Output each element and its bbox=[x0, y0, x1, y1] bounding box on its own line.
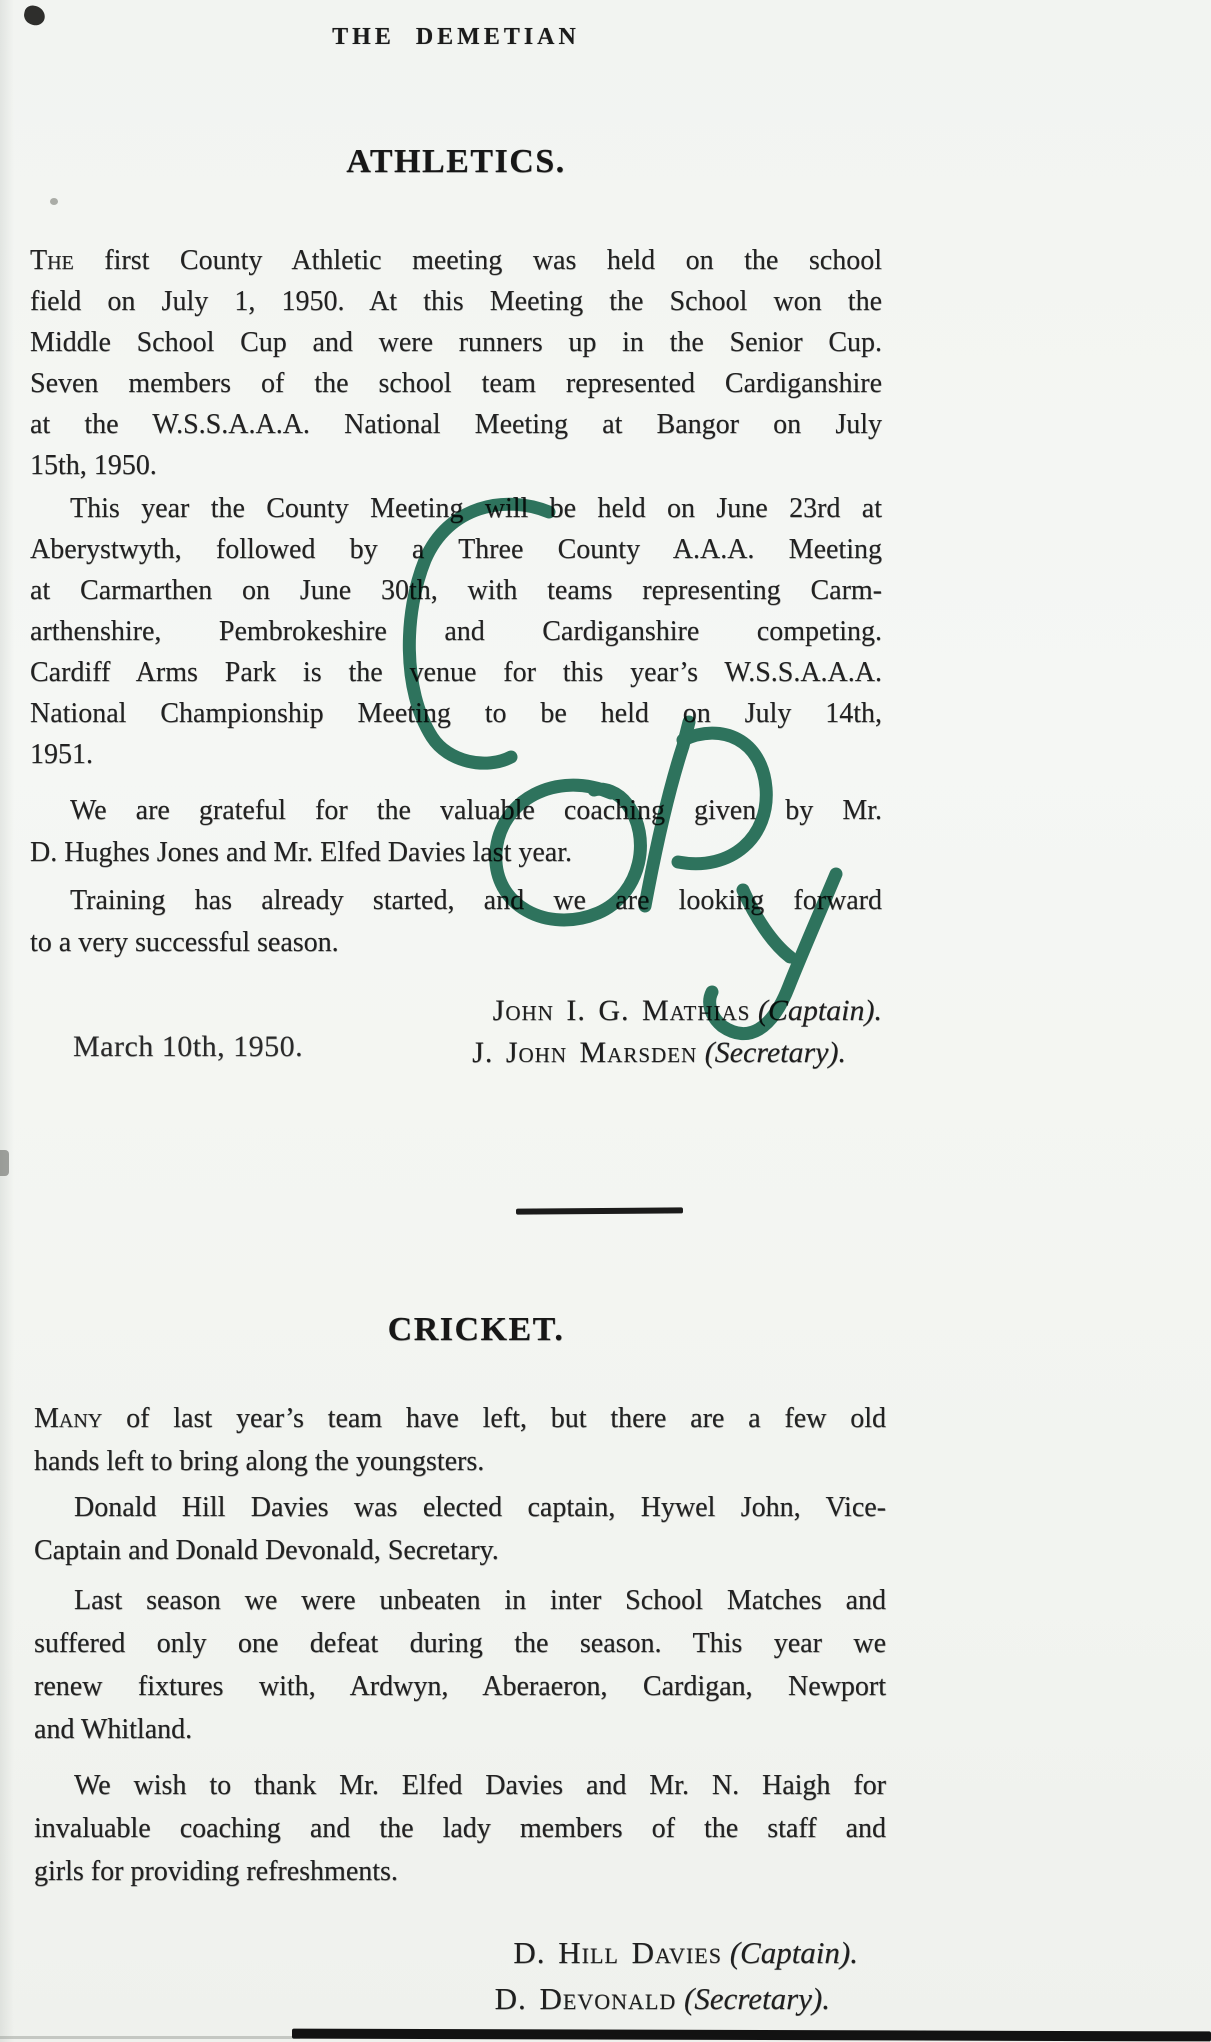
cricket-paragraph-1 bbox=[34, 1397, 886, 1483]
date-line: March 10th, 1950. bbox=[73, 1030, 304, 1063]
text-line: Seven members of the school team represented Cardiganshire bbox=[30, 368, 882, 399]
athletics-paragraph-2 bbox=[30, 488, 882, 775]
signature-name: D. Devonald bbox=[494, 1981, 677, 2016]
text-line: Donald Hill Davies was elected captain, Hywel John, Vice- bbox=[74, 1492, 886, 1523]
line-rest: first County Athletic meeting was held on the school bbox=[104, 245, 882, 276]
cricket-paragraph-3 bbox=[34, 1579, 886, 1751]
text-line: National Championship Meeting to be held on July 14th, bbox=[30, 698, 882, 729]
athletics-paragraph-1 bbox=[30, 240, 882, 486]
text-line: field on July 1, 1950. At this Meeting the School won the bbox=[30, 286, 882, 317]
text-line: to a very successful season. bbox=[30, 927, 339, 958]
text-line: This year the County Meeting will be held on June 23rd at bbox=[70, 493, 882, 524]
text-line: Last season we were unbeaten in inter School Matches and bbox=[74, 1585, 886, 1616]
text-line: girls for providing refreshments. bbox=[34, 1856, 398, 1887]
cricket-heading: CRICKET. bbox=[387, 1311, 565, 1348]
text-line: renew fixtures with, Ardwyn, Aberaeron, Cardigan, Newport bbox=[34, 1671, 886, 1702]
section-divider bbox=[516, 1207, 683, 1214]
text-line: invaluable coaching and the lady members of the staff and bbox=[34, 1813, 886, 1844]
text-line bbox=[30, 240, 882, 281]
scan-artifact-speck bbox=[50, 198, 58, 205]
scan-artifact-bottom-bar bbox=[292, 2029, 1211, 2042]
cricket-paragraph-4 bbox=[34, 1764, 886, 1893]
scan-artifact-edge-mark bbox=[0, 1150, 9, 1176]
signature-name: John I. G. Mathias bbox=[492, 994, 751, 1027]
text-line: hands left to bring along the youngsters. bbox=[34, 1446, 485, 1477]
cricket-paragraph-2 bbox=[34, 1486, 886, 1572]
scan-edge-shading bbox=[0, 0, 14, 2042]
athletics-paragraph-3 bbox=[30, 790, 882, 874]
cricket-signatures bbox=[30, 1930, 858, 2022]
signature-role: (Captain). bbox=[757, 994, 882, 1027]
athletics-heading: ATHLETICS. bbox=[346, 143, 566, 180]
text-line: We are grateful for the valuable coaching given by Mr. bbox=[70, 795, 882, 826]
text-line: D. Hughes Jones and Mr. Elfed Davies last year. bbox=[30, 837, 572, 868]
text-line: 15th, 1950. bbox=[30, 450, 157, 481]
text-line: arthenshire, Pembrokeshire and Cardiganshire competing. bbox=[30, 616, 882, 647]
athletics-paragraph-4 bbox=[30, 880, 882, 964]
signature-line bbox=[30, 1930, 858, 1976]
signature-line bbox=[30, 1976, 858, 2022]
text-line: and Whitland. bbox=[34, 1714, 193, 1745]
signature-line bbox=[30, 990, 882, 1032]
text-line: suffered only one defeat during the season. This year we bbox=[34, 1628, 886, 1659]
signature-role: (Secretary). bbox=[704, 1036, 846, 1069]
text-line: at the W.S.S.A.A.A. National Meeting at Bangor on July bbox=[30, 409, 882, 440]
text-line: at Carmarthen on June 30th, with teams representing Carm- bbox=[30, 575, 882, 606]
text-line: Captain and Donald Devonald, Secretary. bbox=[34, 1535, 499, 1566]
signature-name: J. John Marsden bbox=[472, 1036, 698, 1069]
text-line: Cardiff Arms Park is the venue for this year’s W.S.S.A.A.A. bbox=[30, 657, 882, 688]
text-line: We wish to thank Mr. Elfed Davies and Mr. N. Haigh for bbox=[74, 1770, 886, 1801]
signature-role: (Captain). bbox=[729, 1935, 858, 1970]
signature-role: (Secretary). bbox=[683, 1981, 830, 2016]
masthead: THE DEMETIAN bbox=[332, 24, 580, 50]
text-line: Aberystwyth, followed by a Three County A.A.A. Meeting bbox=[30, 534, 882, 565]
lead-word: The bbox=[30, 245, 74, 276]
scan-artifact-thin-line bbox=[0, 2036, 300, 2039]
text-line: 1951. bbox=[30, 739, 93, 770]
text-line: Middle School Cup and were runners up in the Senior Cup. bbox=[30, 327, 882, 358]
text-line bbox=[34, 1397, 886, 1440]
line-rest: of last year’s team have left, but there are a few old bbox=[126, 1403, 887, 1434]
text-line: Training has already started, and we are looking forward bbox=[70, 885, 882, 916]
signature-name: D. Hill Davies bbox=[513, 1935, 722, 1970]
lead-word: Many bbox=[34, 1403, 103, 1434]
